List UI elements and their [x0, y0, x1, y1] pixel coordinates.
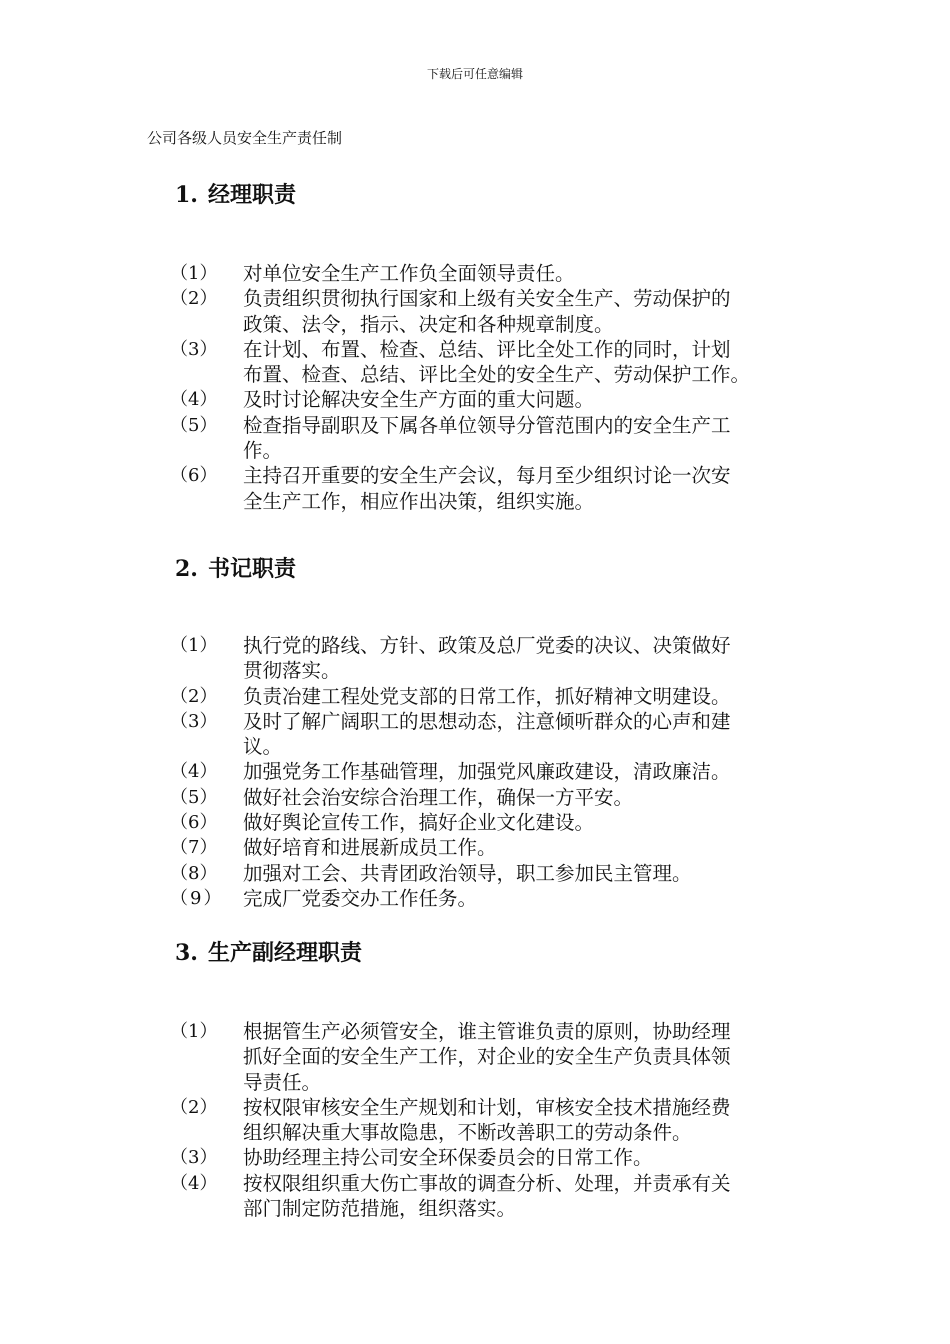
item-line: 作。: [243, 439, 283, 463]
item-line: 导责任。: [243, 1070, 322, 1094]
item-line: 负责组织贯彻执行国家和上级有关安全生产、劳动保护的: [243, 287, 731, 311]
list-item: [170, 835, 820, 860]
list-item: [170, 413, 820, 464]
list-item: [170, 633, 820, 684]
item-number: （2）: [170, 288, 218, 310]
list-item: [170, 337, 820, 388]
section-title: 经理职责: [208, 182, 297, 208]
list-item: [170, 1095, 820, 1146]
list-item: [170, 709, 820, 760]
list-item: [170, 861, 820, 886]
list-item: [170, 785, 820, 810]
item-number: （3）: [170, 1147, 218, 1169]
item-line: 负责冶建工程处党支部的日常工作，抓好精神文明建设。: [243, 684, 731, 708]
item-number: （6）: [170, 465, 218, 487]
section-number: 1.: [175, 182, 198, 208]
item-number: （5）: [170, 414, 218, 436]
item-line: 组织解决重大事故隐患，不断改善职工的劳动条件。: [243, 1121, 692, 1145]
item-number: （3）: [170, 710, 218, 732]
list-item: [170, 684, 820, 709]
list-item: [170, 286, 820, 337]
section-title: 书记职责: [208, 556, 297, 582]
duty-list-production-deputy: [170, 1019, 820, 1221]
list-item: [170, 261, 820, 286]
item-line: 按权限组织重大伤亡事故的调查分析、处理，并责承有关: [243, 1171, 731, 1195]
item-line: 及时了解广阔职工的思想动态，注意倾听群众的心声和建: [243, 709, 731, 733]
item-line: 加强对工会、共青团政治领导，职工参加民主管理。: [243, 861, 692, 885]
list-item: [170, 1019, 820, 1095]
item-line: 抓好全面的安全生产工作，对企业的安全生产负责具体领: [243, 1045, 731, 1069]
item-line: 全生产工作，相应作出决策，组织实施。: [243, 489, 595, 513]
item-number: （3）: [170, 338, 218, 360]
list-item: [170, 463, 820, 514]
duty-list-manager: [170, 261, 820, 514]
item-line: 主持召开重要的安全生产会议，每月至少组织讨论一次安: [243, 464, 731, 488]
list-item: [170, 387, 820, 412]
document-title: 公司各级人员安全生产责任制: [147, 129, 343, 147]
section-number: 3.: [175, 940, 198, 966]
item-line: 对单位安全生产工作负全面领导责任。: [243, 262, 575, 285]
item-line: 加强党务工作基础管理，加强党风廉政建设，清政廉洁。: [243, 760, 731, 784]
item-number: （2）: [170, 685, 218, 707]
item-line: 议。: [243, 735, 283, 759]
list-item: [170, 810, 820, 835]
item-number: （6）: [170, 812, 218, 834]
section-heading-production-deputy: [175, 939, 362, 967]
header-note: 下载后可任意编辑: [426, 67, 523, 81]
item-line: 根据管生产必须管安全，谁主管谁负责的原则，协助经理: [243, 1020, 731, 1043]
section-title: 生产副经理职责: [208, 940, 363, 966]
item-line: 协助经理主持公司安全环保委员会的日常工作。: [243, 1146, 653, 1170]
item-number: （4）: [170, 389, 218, 411]
item-line: 按权限审核安全生产规划和计划，审核安全技术措施经费: [243, 1095, 731, 1119]
item-number: （8）: [170, 862, 218, 884]
item-number: （9）: [170, 887, 224, 909]
item-line: 检查指导副职及下属各单位领导分管范围内的安全生产工: [243, 413, 731, 437]
item-line: 政策、法令，指示、决定和各种规章制度。: [243, 312, 614, 336]
item-line: 部门制定防范措施，组织落实。: [243, 1197, 517, 1221]
item-number: （1）: [170, 263, 218, 284]
item-line: 完成厂党委交办工作任务。: [243, 886, 478, 910]
list-item: [170, 1145, 820, 1170]
section-heading-secretary: [175, 555, 296, 583]
item-number: （2）: [170, 1096, 218, 1118]
item-number: （7）: [170, 837, 218, 859]
list-item: [170, 886, 820, 911]
item-line: 在计划、布置、检查、总结、评比全处工作的同时，计划: [243, 337, 731, 361]
item-line: 做好舆论宣传工作，搞好企业文化建设。: [243, 811, 595, 835]
section-number: 2.: [175, 556, 198, 582]
list-item: [170, 1171, 820, 1222]
item-number: （4）: [170, 1172, 218, 1194]
item-line: 及时讨论解决安全生产方面的重大问题。: [243, 388, 595, 412]
item-line: 布置、检查、总结、评比全处的安全生产、劳动保护工作。: [243, 363, 751, 387]
item-number: （1）: [170, 635, 218, 656]
list-item: [170, 759, 820, 784]
item-number: （4）: [170, 761, 218, 783]
item-number: （5）: [170, 786, 218, 808]
duty-list-secretary: [170, 633, 820, 911]
item-line: 做好社会治安综合治理工作，确保一方平安。: [243, 785, 634, 809]
item-line: 做好培育和进展新成员工作。: [243, 836, 497, 860]
section-heading-manager: [175, 181, 296, 209]
item-line: 贯彻落实。: [243, 659, 341, 683]
item-number: （1）: [170, 1021, 218, 1042]
item-line: 执行党的路线、方针、政策及总厂党委的决议、决策做好: [243, 634, 731, 657]
